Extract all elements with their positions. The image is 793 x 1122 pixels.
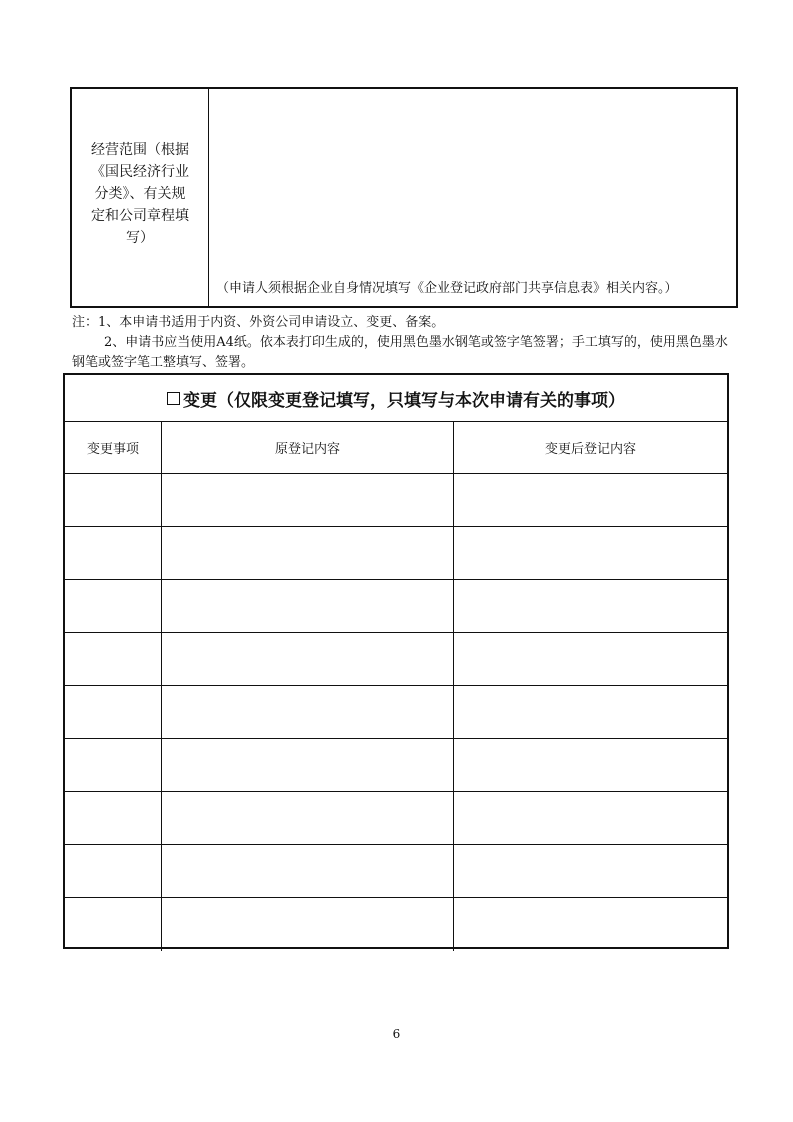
header-changed-content: 变更后登记内容: [544, 442, 636, 457]
original-content-cell[interactable]: [162, 739, 454, 791]
change-section-title: [65, 375, 727, 422]
changed-content-cell[interactable]: [454, 474, 727, 526]
table-row: [65, 686, 727, 739]
change-table: [63, 373, 729, 949]
table-row: [65, 792, 727, 845]
change-item-cell[interactable]: [65, 527, 162, 579]
changed-content-cell[interactable]: [454, 739, 727, 791]
business-scope-field[interactable]: [209, 89, 736, 306]
original-content-cell[interactable]: [162, 580, 454, 632]
change-item-cell[interactable]: [65, 474, 162, 526]
table-row: [65, 898, 727, 951]
change-item-cell[interactable]: [65, 739, 162, 791]
change-item-cell[interactable]: [65, 633, 162, 685]
changed-content-cell[interactable]: [454, 686, 727, 738]
note-line-1: 注：1、本申请书适用于内资、外资公司申请设立、变更、备案。: [72, 315, 445, 330]
business-scope-label-cell: [72, 89, 209, 306]
table-row: [65, 474, 727, 527]
table-row: [65, 739, 727, 792]
original-content-cell[interactable]: [162, 633, 454, 685]
change-item-cell[interactable]: [65, 686, 162, 738]
changed-content-cell[interactable]: [454, 527, 727, 579]
original-content-cell[interactable]: [162, 845, 454, 897]
changed-content-cell[interactable]: [454, 633, 727, 685]
business-scope-label: 经营范围（根据《国民经济行业分类》、有关规定和公司章程填写）: [91, 141, 189, 246]
business-scope-note: （申请人须根据企业自身情况填写《企业登记政府部门共享信息表》相关内容。）: [216, 281, 678, 296]
change-item-cell[interactable]: [65, 792, 162, 844]
change-item-cell[interactable]: [65, 845, 162, 897]
table-row: [65, 580, 727, 633]
original-content-cell[interactable]: [162, 474, 454, 526]
changed-content-cell[interactable]: [454, 580, 727, 632]
table-row: [65, 527, 727, 580]
header-change-item: 变更事项: [65, 422, 162, 473]
note-line-2: 2、申请书应当使用A4纸。依本表打印生成的，使用黑色墨水钢笔或签字笔签署；手工填写的，使用黑色墨水钢笔或签字笔工整填写、签署。: [72, 335, 728, 370]
change-item-cell[interactable]: [65, 580, 162, 632]
table-row: [65, 633, 727, 686]
change-title-text: 变更（仅限变更登记填写，只填写与本次申请有关的事项）: [183, 390, 625, 411]
original-content-cell[interactable]: [162, 527, 454, 579]
change-checkbox[interactable]: [167, 392, 180, 405]
change-item-cell[interactable]: [65, 898, 162, 951]
table-row: [65, 845, 727, 898]
form-notes: [72, 313, 732, 373]
change-table-header: [65, 422, 727, 474]
page-number: 6: [392, 1027, 401, 1041]
changed-content-cell[interactable]: [454, 845, 727, 897]
original-content-cell[interactable]: [162, 792, 454, 844]
original-content-cell[interactable]: [162, 898, 454, 951]
original-content-cell[interactable]: [162, 686, 454, 738]
changed-content-cell[interactable]: [454, 792, 727, 844]
header-original-content: 原登记内容: [162, 422, 454, 473]
business-scope-table: [70, 87, 738, 308]
changed-content-cell[interactable]: [454, 898, 727, 951]
